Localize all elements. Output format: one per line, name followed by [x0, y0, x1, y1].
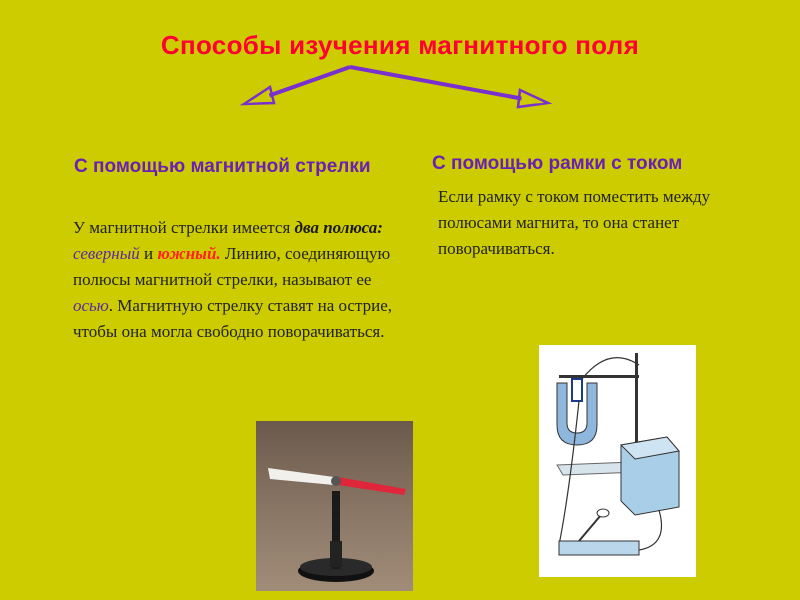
text-part-1: У магнитной стрелки имеется: [73, 218, 295, 237]
south-term: южный.: [157, 244, 221, 263]
arrow-left: [244, 67, 350, 104]
two-poles-term: два полюса:: [294, 218, 383, 237]
text-current-frame: Если рамку с током поместить между полюсами магнита, то она станет поворачиваться.: [438, 187, 711, 258]
axis-term: осью: [73, 296, 109, 315]
heading-current-frame: С помощью рамки с током: [432, 153, 683, 174]
text-part-2: Линию, соединяющую полюсы магнитной стрелки, называют ее: [73, 244, 391, 289]
heading-magnetic-needle: С помощью магнитной стрелки: [74, 156, 371, 177]
and-word: и: [139, 244, 158, 263]
arrow-right: [350, 67, 548, 107]
page-title: Способы изучения магнитного поля: [160, 30, 640, 60]
current-frame-illustration: [539, 345, 696, 577]
north-term: северный: [73, 244, 140, 263]
text-magnetic-needle: [73, 215, 393, 345]
text-part-3: . Магнитную стрелку ставят на острие, чтобы она могла свободно поворачиваться.: [73, 296, 392, 341]
magnetic-needle-photo: [256, 421, 413, 591]
